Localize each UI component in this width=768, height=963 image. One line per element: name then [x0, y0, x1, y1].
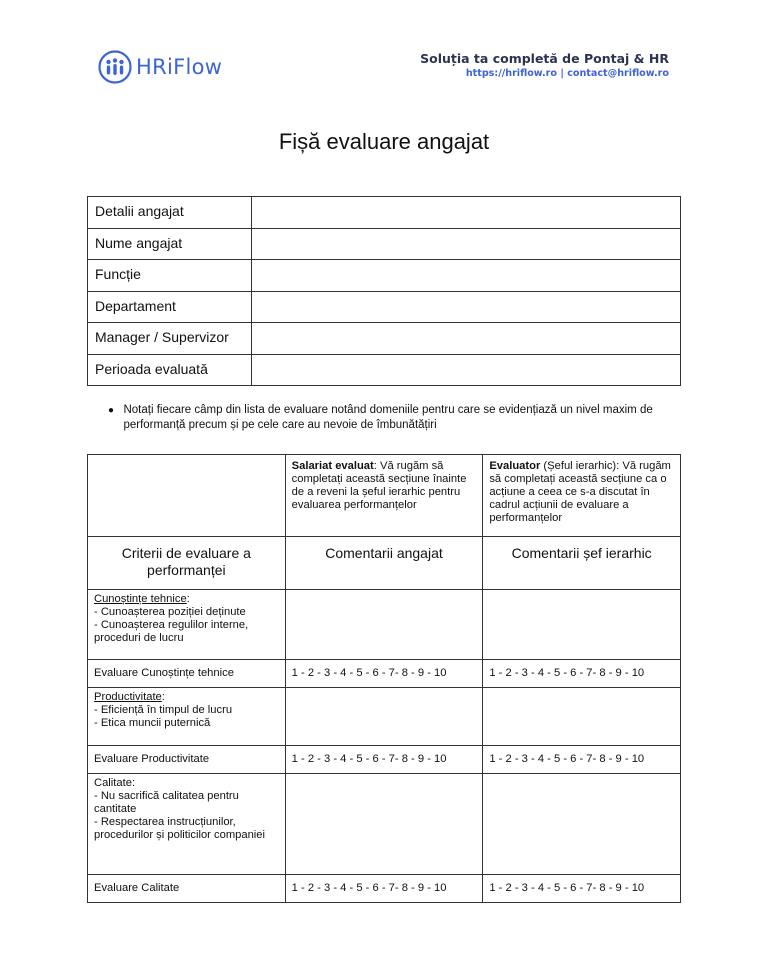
details-label: Funcție [88, 260, 252, 292]
details-label: Detalii angajat [88, 197, 252, 229]
employee-comment-field[interactable] [285, 590, 483, 660]
contact-links[interactable]: https://hriflow.ro | contact@hriflow.ro [465, 68, 669, 79]
criteria-header: Criterii de evaluare a performanței [88, 537, 286, 590]
page-header [0, 0, 768, 100]
note-text: Notați fiecare câmp din lista de evaluare notând domeniile pentru care se evidențiază un nivel maxim de performanță precum și pe cele care au nevoie de îmbunătățiri [123, 404, 653, 431]
score-label: Evaluare Productivitate [88, 746, 286, 774]
manager-comment-field[interactable] [483, 688, 681, 746]
score-row [88, 660, 681, 688]
criteria-section-row [88, 774, 681, 875]
criteria-section-row [88, 688, 681, 746]
people-group-icon [98, 50, 132, 84]
criteria-section-row [88, 590, 681, 660]
details-row [88, 291, 681, 323]
manager-score-scale[interactable]: 1 - 2 - 3 - 4 - 5 - 6 - 7- 8 - 9 - 10 [483, 875, 681, 903]
employee-instructions: Salariat evaluat: Vă rugăm să completați această secțiune înainte de a reveni la șeful ierarhic pentru evaluarea performanțelor [285, 455, 483, 537]
criteria-description: Calitate: - Nu sacrifică calitatea pentru cantitate - Respectarea instrucțiunilor, procedurilor și politicilor companiei [88, 774, 286, 875]
score-label: Evaluare Cunoștințe tehnice [88, 660, 286, 688]
intro-row [88, 455, 681, 537]
details-label: Departament [88, 291, 252, 323]
employee-score-scale[interactable]: 1 - 2 - 3 - 4 - 5 - 6 - 7- 8 - 9 - 10 [285, 875, 483, 903]
criteria-description: Cunoștințe tehnice: - Cunoașterea poziției deținute - Cunoașterea regulilor interne, proceduri de lucru [88, 590, 286, 660]
details-row [88, 323, 681, 355]
instruction-note [108, 403, 668, 433]
empty-cell [88, 455, 286, 537]
details-value-field[interactable] [252, 228, 681, 260]
details-row [88, 354, 681, 386]
employee-comments-header: Comentarii angajat [285, 537, 483, 590]
employee-comment-field[interactable] [285, 688, 483, 746]
employee-comment-field[interactable] [285, 774, 483, 875]
details-value-field[interactable] [252, 354, 681, 386]
manager-score-scale[interactable]: 1 - 2 - 3 - 4 - 5 - 6 - 7- 8 - 9 - 10 [483, 660, 681, 688]
details-value-field[interactable] [252, 197, 681, 229]
details-row [88, 260, 681, 292]
header-tagline [420, 51, 669, 79]
score-row [88, 875, 681, 903]
tagline-text: Soluția ta completă de Pontaj & HR [420, 51, 669, 66]
bullet-icon: ● [108, 405, 115, 416]
details-label: Nume angajat [88, 228, 252, 260]
evaluator-instructions: Evaluator (Șeful ierarhic): Vă rugăm să completați această secțiune ca o acțiune a ceea ce s-a discutat în cadrul acțiunii de evaluare a performanțelor [483, 455, 681, 537]
employee-score-scale[interactable]: 1 - 2 - 3 - 4 - 5 - 6 - 7- 8 - 9 - 10 [285, 660, 483, 688]
manager-comment-field[interactable] [483, 590, 681, 660]
score-label: Evaluare Calitate [88, 875, 286, 903]
details-row [88, 228, 681, 260]
employee-score-scale[interactable]: 1 - 2 - 3 - 4 - 5 - 6 - 7- 8 - 9 - 10 [285, 746, 483, 774]
brand-name: HRiFlow [136, 55, 223, 79]
manager-comment-field[interactable] [483, 774, 681, 875]
column-header-row [88, 537, 681, 590]
manager-comments-header: Comentarii șef ierarhic [483, 537, 681, 590]
details-label: Perioada evaluată [88, 354, 252, 386]
details-row [88, 197, 681, 229]
evaluation-table [87, 454, 681, 903]
employee-details-table [87, 196, 681, 386]
brand-logo [98, 50, 222, 84]
document-title: Fișă evaluare angajat [278, 129, 490, 154]
details-value-field[interactable] [252, 323, 681, 355]
details-value-field[interactable] [252, 291, 681, 323]
details-label: Manager / Supervizor [88, 323, 252, 355]
details-value-field[interactable] [252, 260, 681, 292]
criteria-description: Productivitate: - Eficiență în timpul de lucru - Etica muncii puternică [88, 688, 286, 746]
score-row [88, 746, 681, 774]
manager-score-scale[interactable]: 1 - 2 - 3 - 4 - 5 - 6 - 7- 8 - 9 - 10 [483, 746, 681, 774]
